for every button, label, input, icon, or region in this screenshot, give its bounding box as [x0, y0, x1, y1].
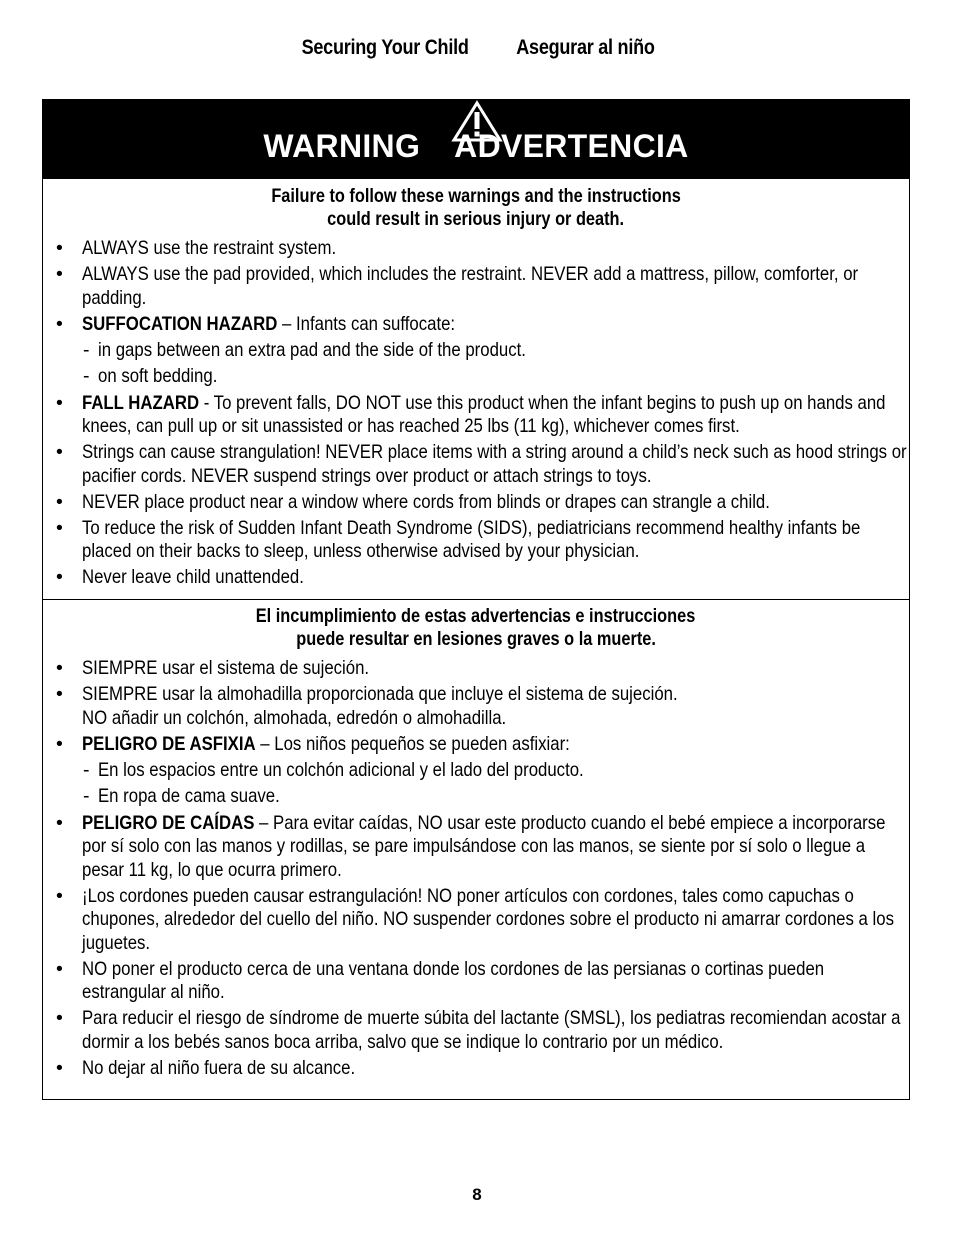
hazard-label: PELIGRO DE CAÍDAS	[82, 811, 255, 834]
list-item	[56, 441, 909, 488]
sub-list-item	[56, 759, 909, 783]
list-item-text: Strings can cause strangulation! NEVER place items with a string around a child’s neck such as hood strings or pacifier cords. NEVER suspend strings over product or attach strings to toys.	[82, 441, 907, 487]
hazard-label: SUFFOCATION HAZARD	[82, 312, 278, 335]
header-title-es: Asegurar al niño	[515, 36, 655, 59]
list-item	[56, 313, 909, 337]
english-warning-list	[43, 237, 909, 590]
sub-list-item-text: En los espacios entre un colchón adicional y el lado del producto.	[98, 758, 584, 781]
list-item	[56, 237, 909, 261]
list-item-text: Para reducir el riesgo de síndrome de muerte súbita del lactante (SMSL), los pediatras recomiendan acostar a dormir a los bebés sanos boca arriba, salvo que se indique lo contrario por un médico.	[82, 1007, 901, 1053]
sub-list-item	[56, 785, 909, 809]
list-item	[56, 566, 909, 590]
sub-list-item-text: on soft bedding.	[98, 365, 218, 387]
banner-word-en: WARNING	[263, 128, 421, 164]
list-item-text: No dejar al niño fuera de su alcance.	[82, 1056, 356, 1079]
sub-list-item-text: in gaps between an extra pad and the side of the product.	[98, 338, 526, 361]
list-item	[56, 263, 909, 310]
list-item-text: SIEMPRE usar el sistema de sujeción.	[82, 657, 370, 679]
list-item	[56, 491, 909, 515]
spanish-section	[43, 599, 909, 1083]
hazard-text: - To prevent falls, DO NOT use this product when the infant begins to push up on hands and knees, can pull up or sit unassisted or has reached 25 lbs (11 kg), whichever comes first.	[82, 391, 886, 437]
list-item-text: To reduce the risk of Sudden Infant Death Syndrome (SIDS), pediatricians recommend healthy infants be placed on their backs to sleep, unless otherwise advised by your physician.	[82, 516, 861, 562]
sub-list-item	[56, 339, 909, 363]
hazard-text: – Los niños pequeños se pueden asfixiar:	[255, 732, 570, 755]
page-number: 8	[472, 1185, 482, 1204]
hazard-label: FALL HAZARD	[82, 391, 200, 414]
header-title-en: Securing Your Child	[302, 36, 470, 59]
list-item	[56, 812, 909, 883]
list-item	[56, 885, 909, 956]
list-item	[56, 683, 909, 730]
list-item-text: Never leave child unattended.	[82, 566, 304, 588]
list-item-text: NO poner el producto cerca de una ventana donde los cordones de las persianas o cortinas pueden estrangular al niño.	[82, 957, 825, 1003]
warning-banner	[43, 100, 909, 179]
english-intro-line-2: could result in serious injury or death.	[327, 209, 625, 230]
list-item-text	[82, 733, 907, 757]
hazard-label: PELIGRO DE ASFIXIA	[82, 732, 256, 755]
list-item-line: NO añadir un colchón, almohada, edredón o almohadilla.	[82, 706, 507, 729]
list-item	[56, 517, 909, 564]
list-item	[56, 1007, 909, 1054]
banner-title	[43, 128, 909, 165]
sub-list-item	[56, 365, 909, 389]
list-item-text: ALWAYS use the restraint system.	[82, 237, 337, 259]
list-item	[56, 657, 909, 681]
english-intro	[43, 185, 909, 231]
spanish-intro	[43, 605, 909, 651]
list-item-text	[82, 683, 907, 730]
warning-box	[42, 99, 910, 1100]
spanish-warning-list	[43, 657, 909, 1080]
spanish-intro-line-1: El incumplimiento de estas advertencias e instrucciones	[256, 606, 696, 627]
list-item-text: ¡Los cordones pueden causar estrangulación! NO poner artículos con cordones, tales como capuchas o chupones, alrededor del cuello del niño. NO suspender cordones sobre el producto ni amarrar cordones a los juguetes.	[82, 884, 894, 954]
list-item	[56, 392, 909, 439]
list-item-text	[82, 392, 907, 439]
list-item-text	[82, 812, 907, 883]
list-item-line: SIEMPRE usar la almohadilla proporcionada que incluye el sistema de sujeción.	[82, 683, 678, 705]
list-item	[56, 1057, 909, 1081]
list-item-text: NEVER place product near a window where cords from blinds or drapes can strangle a child.	[82, 490, 770, 513]
banner-word-es: ADVERTENCIA	[454, 128, 689, 164]
hazard-text: – Infants can suffocate:	[277, 312, 456, 335]
list-item-text	[82, 313, 907, 337]
spanish-intro-line-2: puede resultar en lesiones graves o la muerte.	[296, 629, 656, 650]
list-item-text: ALWAYS use the pad provided, which includes the restraint. NEVER add a mattress, pillow, comforter, or padding.	[82, 263, 859, 309]
sub-list-item-text: En ropa de cama suave.	[98, 785, 280, 807]
hazard-text: – Para evitar caídas, NO usar este producto cuando el bebé empiece a incorporarse por sí solo con las manos y rodillas, se pare impulsándose con las manos, se siente por sí solo o llegue a pesar 11 kg, lo que ocurra primero.	[82, 811, 886, 881]
list-item	[56, 958, 909, 1005]
page-header	[0, 36, 954, 60]
english-section	[43, 179, 909, 600]
list-item	[56, 733, 909, 757]
english-intro-line-1: Failure to follow these warnings and the instructions	[271, 186, 681, 207]
